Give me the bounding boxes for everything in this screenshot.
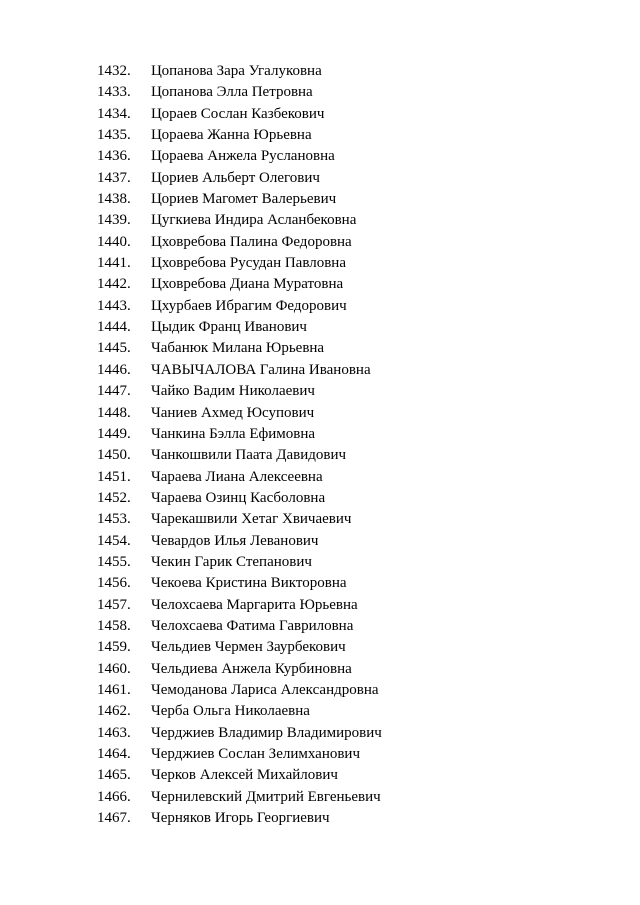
entry-number: 1463.: [97, 724, 131, 741]
entry-number: 1437.: [97, 169, 131, 186]
entry-name: Цхурбаев Ибрагим Федорович: [151, 297, 347, 314]
entry-name: Черджиев Сослан Зелимханович: [151, 746, 360, 762]
entry-number: 1462.: [97, 703, 131, 720]
list-item: [0, 146, 640, 167]
entry-name: Чекин Гарик Степанович: [151, 553, 312, 570]
entry-number: 1440.: [97, 233, 131, 250]
entry-number: 1446.: [97, 361, 131, 378]
list-item: [0, 232, 640, 253]
list-item: [0, 274, 640, 295]
entry-name: Черняков Игорь Георгиевич: [151, 810, 330, 827]
entry-name: Цховребова Русудан Павловна: [151, 255, 346, 272]
entry-number: 1453.: [97, 511, 131, 528]
list-item: [0, 787, 640, 808]
entry-number: 1460.: [97, 660, 131, 677]
entry-name: Чараева Лиана Алексеевна: [151, 468, 323, 485]
list-item: [0, 61, 640, 82]
entry-number: 1466.: [97, 788, 131, 805]
list-item: [0, 573, 640, 594]
entry-name: Чанкина Бэлла Ефимовна: [151, 425, 316, 442]
entry-name: Челохсаева Фатима Гавриловна: [151, 617, 354, 634]
list-item: [0, 424, 640, 445]
entry-number: 1456.: [97, 575, 131, 592]
list-item: [0, 659, 640, 680]
entry-number: 1457.: [97, 596, 131, 613]
list-item: [0, 765, 640, 786]
list-item: [0, 744, 640, 765]
entry-number: 1441.: [97, 255, 131, 272]
list-item: [0, 595, 640, 616]
entry-name: Цховребова Диана Муратовна: [151, 276, 344, 293]
entry-name: Чельдиев Чермен Заурбекович: [151, 639, 346, 656]
entry-name: Цораев Сослан Казбекович: [151, 105, 325, 122]
entry-name: Чемоданова Лариса Александровна: [151, 681, 379, 698]
entry-number: 1461.: [97, 681, 131, 698]
entry-name: Чайко Вадим Николаевич: [151, 383, 315, 400]
entry-name: Чекоева Кристина Викторовна: [151, 575, 347, 592]
list-item: [0, 104, 640, 125]
entry-name: Чаниев Ахмед Юсупович: [151, 404, 315, 421]
entry-name: Чарекашвили Хетаг Хвичаевич: [151, 511, 352, 528]
entry-name: Чевардов Илья Леванович: [151, 532, 319, 549]
list-item: [0, 125, 640, 146]
entry-number: 1455.: [97, 553, 131, 570]
entry-number: 1442.: [97, 276, 131, 293]
entry-number: 1436.: [97, 148, 131, 165]
entry-name: Черба Ольга Николаевна: [151, 703, 310, 720]
list-item: [0, 467, 640, 488]
entry-name: Цугкиева Индира Асланбековна: [151, 212, 357, 229]
entry-name: Чельдиева Анжела Курбиновна: [151, 660, 352, 677]
entry-number: 1458.: [97, 617, 131, 634]
list-item: [0, 723, 640, 744]
entry-number: 1434.: [97, 105, 131, 122]
list-item: [0, 531, 640, 552]
list-item: [0, 552, 640, 573]
list-item: [0, 296, 640, 317]
entry-number: 1432.: [97, 63, 131, 79]
entry-number: 1449.: [97, 425, 131, 442]
list-item: [0, 616, 640, 637]
list-item: [0, 210, 640, 231]
entry-number: 1454.: [97, 532, 131, 549]
entry-number: 1451.: [97, 468, 131, 485]
entry-name: Чараева Озинц Касболовна: [151, 489, 326, 506]
entry-name: Чанкошвили Паата Давидович: [151, 447, 347, 464]
entry-name: Цопанова Элла Петровна: [151, 84, 313, 101]
entry-number: 1444.: [97, 319, 131, 336]
entry-name: Цориев Магомет Валерьевич: [151, 191, 337, 208]
list-item: [0, 701, 640, 722]
list-item: [0, 637, 640, 658]
entry-name: ЧАВЫЧАЛОВА Галина Ивановна: [151, 361, 371, 378]
entry-name: Черджиев Владимир Владимирович: [151, 724, 382, 741]
entry-name: Цораева Анжела Руслановна: [151, 148, 335, 165]
entry-name: Цховребова Палина Федоровна: [151, 233, 352, 250]
list-item: [0, 680, 640, 701]
entry-name: Цыдик Франц Иванович: [151, 319, 307, 336]
list-item: [0, 82, 640, 103]
entry-number: 1459.: [97, 639, 131, 656]
entry-number: 1465.: [97, 767, 131, 784]
entry-name: Цопанова Зара Угалуковна: [151, 63, 322, 79]
list-item: [0, 360, 640, 381]
entry-name: Чабанюк Милана Юрьевна: [151, 340, 325, 357]
entry-number: 1464.: [97, 746, 131, 762]
entry-number: 1438.: [97, 191, 131, 208]
entry-number: 1443.: [97, 297, 131, 314]
entry-number: 1433.: [97, 84, 131, 101]
entry-name: Цораева Жанна Юрьевна: [151, 127, 312, 144]
list-item: [0, 488, 640, 509]
entry-name: Цориев Альберт Олегович: [151, 169, 320, 186]
entry-number: 1445.: [97, 340, 131, 357]
list-item: [0, 338, 640, 359]
entry-number: 1452.: [97, 489, 131, 506]
list-item: [0, 168, 640, 189]
name-list: [0, 61, 640, 829]
list-item: [0, 317, 640, 338]
entry-number: 1435.: [97, 127, 131, 144]
list-item: [0, 509, 640, 530]
list-item: [0, 381, 640, 402]
list-item: [0, 189, 640, 210]
list-item: [0, 253, 640, 274]
entry-name: Чернилевский Дмитрий Евгеньевич: [151, 788, 381, 805]
entry-name: Челохсаева Маргарита Юрьевна: [151, 596, 358, 613]
entry-name: Черков Алексей Михайлович: [151, 767, 338, 784]
entry-number: 1450.: [97, 447, 131, 464]
entry-number: 1439.: [97, 212, 131, 229]
entry-number: 1448.: [97, 404, 131, 421]
list-item: [0, 445, 640, 466]
list-item: [0, 403, 640, 424]
entry-number: 1467.: [97, 810, 131, 827]
entry-number: 1447.: [97, 383, 131, 400]
list-item: [0, 808, 640, 829]
